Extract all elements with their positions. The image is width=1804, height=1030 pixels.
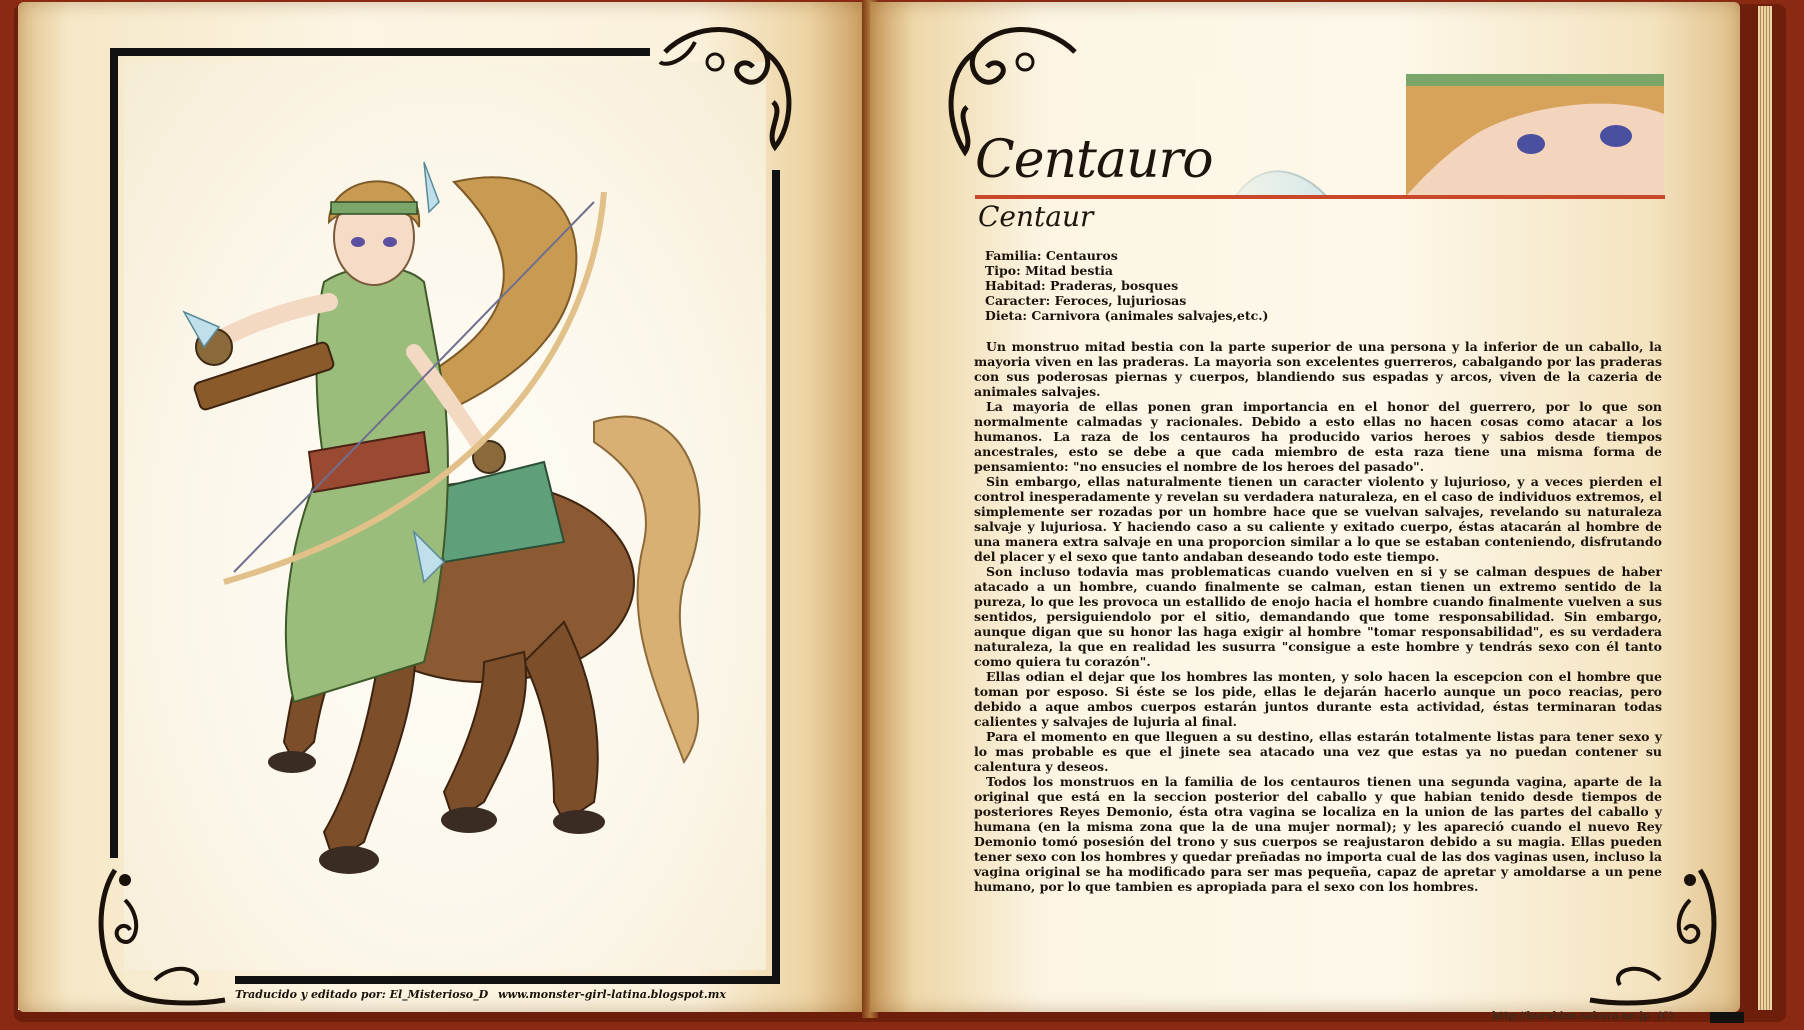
paragraph: La mayoria de ellas ponen gran importancia en el honor del guerrero, por lo que son normalmente calmadas y racionales. Debido a esto ellas no hacen cosas como atacar a los humanos. La raza de los centauros ha producido varios heroes y sabios desde tiempos ancestrales, esto se debe a que cada miembro de esta raza tiene una misma forma de pensamiento: "no ensucies el nombre de los heroes del pasado". <box>974 399 1662 474</box>
centaur-face-image <box>1196 74 1664 196</box>
frame-bottom <box>235 976 780 984</box>
paragraph: Sin embargo, ellas naturalmente tienen un caracter violento y lujurioso, y a veces pierden el control inesperadamente y revelan su verdadera naturaleza, en el caso de individuos extremos, el simplemente ser rozadas por un hombre hace que se vuelvan salvajes, revelando su naturaleza salvaje y lujuriosa. Y haciendo caso a su caliente y exitado cuerpo, éstas atacarán al hombre de una manera extra salvaje en una proporcion similar a lo que se estaban conteniendo, disfrutando del placer y el sexo que tanto andaban deseando todo este tiempo. <box>974 474 1662 564</box>
footer-url[interactable] <box>1492 1011 1674 1022</box>
page-edges-right <box>1758 6 1772 1010</box>
page-title: Centauro <box>975 130 1213 190</box>
page-subtitle: Centaur <box>978 200 1094 233</box>
paragraph: Para el momento en que lleguen a su destino, ellas estarán totalmente listas para tener sexo y lo mas probable es que el jinete sea atacado una vez que estas ya no puedan contener su calentura y deseos. <box>974 729 1662 774</box>
footer-url-text[interactable]: http://kurobine.sakura.ne.jp <box>1492 1011 1650 1022</box>
stat-type: Tipo: Mitad bestia <box>985 263 1113 278</box>
corner-ornament-bottom-left <box>95 860 235 1010</box>
blog-url[interactable]: www.monster-girl-latina.blogspot.mx <box>498 988 726 1001</box>
paragraph: Son incluso todavia mas problematicas cuando vuelven en si y se calman despues de haber atacado a un hombre, cuando finalmente se calman, estan tienen un extremo sentido de la pureza, lo que les provoca un estallido de enojo hacia el hombre cuando finalmente vuelven a sus sentidos, persiguiendolo por el sitio, demandando que tome responsabilidad. Sin embargo, aunque digan que su honor las haga exigir al hombre "tomar responsabilidad", es su verdadera naturaleza, la que en realidad les susurra "consigue a este hombre y tendrás sexo con él tanto como quiera tu corazón". <box>974 564 1662 669</box>
translator-credit: Traducido y editado por: El_Misterioso_D <box>235 988 489 1001</box>
frame-left <box>110 48 118 858</box>
stat-diet: Dieta: Carnivora (animales salvajes,etc.) <box>985 308 1269 323</box>
stat-habitat: Habitad: Praderas, bosques <box>985 278 1179 293</box>
footer-copyright: (C) <box>1656 1011 1675 1022</box>
frame-top <box>110 48 650 56</box>
stats-block <box>985 248 1268 323</box>
footer-logo <box>1710 1012 1744 1023</box>
corner-ornament-top-right <box>655 22 805 157</box>
centaur-illustration <box>124 62 766 970</box>
stat-family: Familia: Centauros <box>985 248 1118 263</box>
paragraph: Todos los monstruos en la familia de los centauros tienen una segunda vagina, aparte de la original que está en la seccion posterior del caballo y que habian tenido desde tiempos de posteriores Reyes Demonio, ésta otra vagina se localiza en la union de las partes del caballo y humana (en la misma zona que la de una mujer normal); y les apareció cuando el nuevo Rey Demonio tomó posesión del trono y sus cuerpos se reajustaron debido a su magia. Ellas pueden tener sexo con los hombres y quedar preñadas no importa cual de las dos vaginas usen, incluso la vagina original se ha modificado para ser mas pequeña, capaz de apretar y amoldarse a un pene humano, por lo que tambien es apropiada para el sexo con los hombres. <box>974 774 1662 894</box>
illustration-panel <box>124 62 766 970</box>
description-text <box>974 339 1662 894</box>
paragraph: Ellas odian el dejar que los hombres las monten, y solo hacen la escepcion con el hombre que toman por esposo. Si éste se los pide, ellas le dejarán hacerlo aunque un poco reacias, pero debido a aque ambos cuerpos estarán juntos durante esta actividad, éstas terminaran todas calientes y salvajes de lujuria al final. <box>974 669 1662 729</box>
stat-character: Caracter: Feroces, lujuriosas <box>985 293 1187 308</box>
frame-right <box>772 170 780 982</box>
paragraph: Un monstruo mitad bestia con la parte superior de una persona y la inferior de un caballo, la mayoria viven en las praderas. La mayoria son excelentes guerreros, cabalgando por las praderas con sus poderosas piernas y cuerpos, blandiendo sus espadas y arcos, viven de la cazeria de animales salvajes. <box>974 339 1662 399</box>
title-rule <box>975 195 1665 199</box>
face-banner <box>1196 74 1664 196</box>
